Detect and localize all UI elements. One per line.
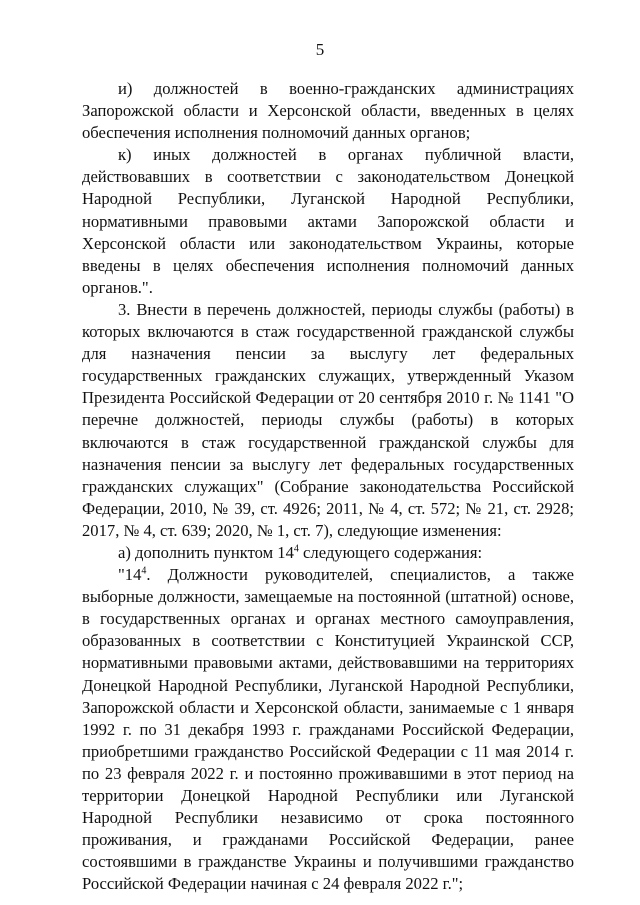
- superscript: 4: [141, 565, 147, 577]
- paragraph-item-a-before: а) дополнить пунктом 14: [118, 542, 294, 562]
- paragraph-point-14-4: [82, 564, 574, 895]
- page-number: 5: [315, 40, 325, 59]
- superscript: 4: [293, 543, 299, 555]
- paragraph-point-before: "14: [118, 565, 142, 585]
- paragraph-section-3: 3. Внести в перечень должностей, периоды службы (работы) в которых включаются в стаж государственной гражданской службы для назначения пенсии за выслугу лет федеральных государственных гражданских служащих, утвержденный Указом Президента Российской Федерации от 20 сентября 2010 г. № 1141 "О перечне должностей, периоды службы (работы) в которых включаются в стаж государственной гражданской службы для назначения пенсии за выслугу лет федеральных государственных гражданских служащих" (Собрание законодательства Российской Федерации, 2010, № 39, ст. 4926; 2011, № 4, ст. 572; № 21, ст. 2928; 2017, № 4, ст. 639; 2020, № 1, ст. 7), следующие изменения:: [82, 299, 574, 540]
- document-body: [82, 78, 574, 895]
- paragraph-item-i: и) должностей в военно-гражданских администрациях Запорожской области и Херсонской области, введенных в целях обеспечения исполнения полномочий данных органов;: [82, 79, 574, 143]
- paragraph-point-after: . Должности руководителей, специалистов, а также выборные должности, замещаемые на постоянной (штатной) основе, в государственных органах и органах местного самоуправления, образованных в соответствии с Конституцией Украинской ССР, нормативными правовыми актами, действовавшими на территориях Донецкой Народной Республики, Луганской Народной Республики, Запорожской области и Херсонской области, занимаемые с 1 января 1992 г. по 31 декабря 1993 г. гражданами Российской Федерации, приобретшими гражданство Российской Федерации с 11 мая 2014 г. по 23 февраля 2022 г. и постоянно проживавшими в этот период на территории Донецкой Народной Республики или Луганской Народной Республики независимо от срока постоянного проживания, и гражданами Российской Федерации, ранее состоявшими в гражданстве Украины и получившими гражданство Российской Федерации начиная с 24 февраля 2022 г.";: [82, 565, 574, 894]
- paragraph-item-k: к) иных должностей в органах публичной власти, действовавших в соответствии с законодательством Донецкой Народной Республики, Луганской Народной Республики, нормативными правовыми актами Запорожской области и Херсонской области или законодательством Украины, которые введены в целях обеспечения исполнения полномочий данных органов.".: [82, 145, 574, 297]
- paragraph-item-a: [82, 542, 574, 564]
- paragraph-item-a-after: следующего содержания:: [298, 542, 483, 562]
